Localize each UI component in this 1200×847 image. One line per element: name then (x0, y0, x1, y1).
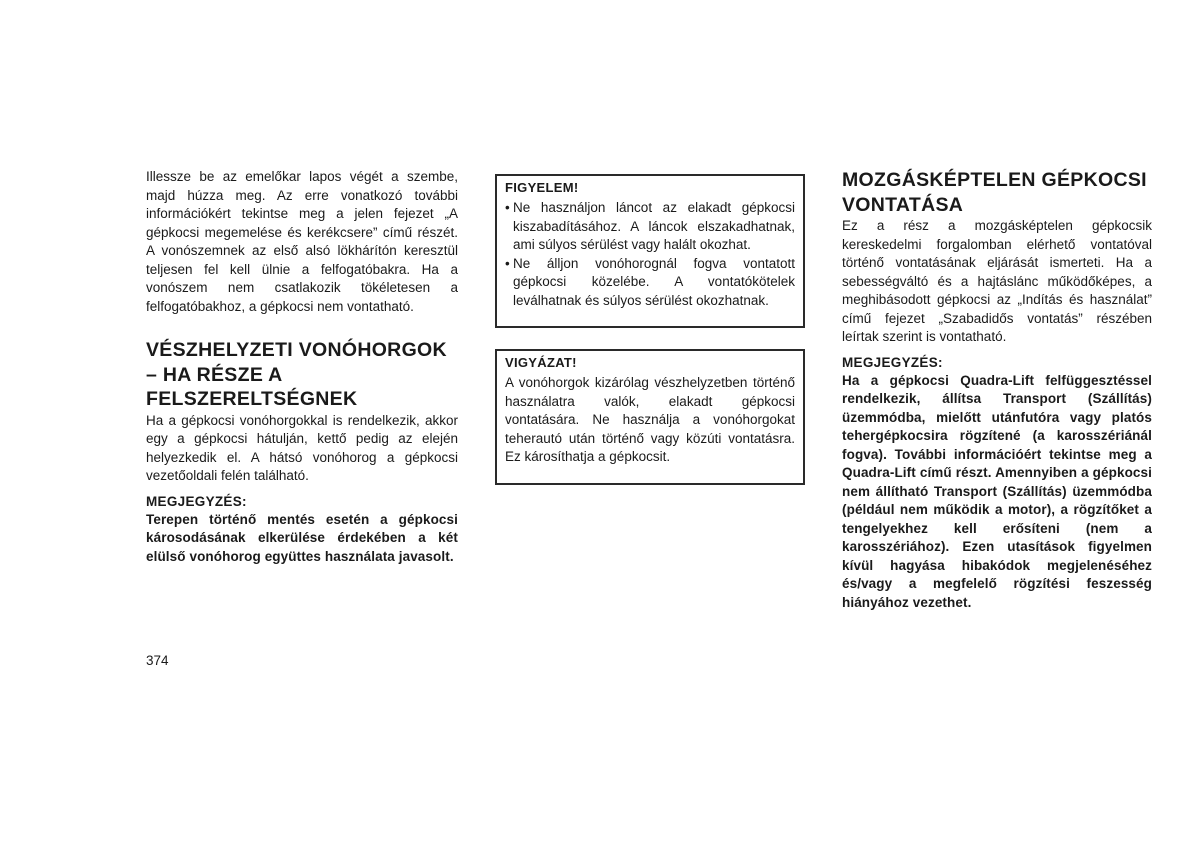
note-text: Terepen történő mentés esetén a gépkocsi károsodásának elkerülése érdekében a két elülső vonóhorog együttes használata javasolt. (146, 511, 458, 564)
note-text: Ha a gépkocsi Quadra-Lift felfüggesztéssel rendelkezik, állítsa Transport (Szállítás) üzemmódba, mielőtt utánfutóra vagy platós tehergépkocsira rögzítené (a karosszériánál fogva). További információért tekintse meg a Quadra-Lift című részt. Amennyiben a gépkocsi nem állítható Transport (Szállítás) üzemmódba (például nem működik a motor), a rögzítőket a tengelyekhez kell erősíteni (nem a karosszériához). Ezen utasítások figyelmen kívül hagyása hibakódok megjelenéséhez és/vagy a megfelelő rögzítési feszesség hiányához vezethet. (842, 372, 1152, 610)
intro-paragraph: Illessze be az emelőkar lapos végét a szembe, majd húzza meg. Az erre vonatkozó további információkért tekintse meg a jelen fejezet „A gépkocsi megemelése és kerékcsere” című részét. A vonószemnek az első alsó lökhárítón keresztül teljesen fel kell ülnie a felfogatóbakra. Ha a vonószem nem csatlakozik tökéletesen a felfogatóbakhoz, a gépkocsi nem vontatható. (146, 169, 458, 314)
note-label: MEGJEGYZÉS: (842, 354, 943, 370)
towing-paragraph: Ez a rész a mozgásképtelen gépkocsik kereskedelmi forgalomban elérhető vontatóval történő vontatásának eljárását ismerteti. Ha a sebességváltó és a hajtáslánc működőképes, a meghibásodott gépkocsi az „Indítás és használat” című fejezet „Szabadidős vontatás” részében leírtak szerint is vontatható. (842, 218, 1152, 344)
bullet-icon: • (505, 200, 510, 215)
section-heading-emergency-tow-hooks: VÉSZHELYZETI VONÓHORGOK – HA RÉSZE A FELSZERELTSÉGNEK (146, 339, 447, 410)
warning-box (495, 174, 805, 328)
page-number: 374 (146, 653, 169, 668)
left-column (146, 168, 458, 566)
warning-title: FIGYELEM! (505, 180, 579, 195)
tow-hooks-paragraph: Ha a gépkocsi vonóhorgokkal is rendelkezik, akkor egy a gépkocsi hátulján, kettő pedig az elején helyezkedik el. A hátsó vonóhorog a gépkocsi vezetőoldali felén található. (146, 412, 458, 483)
caution-box (495, 349, 805, 485)
warning-item: • Ne használjon láncot az elakadt gépkocsi kiszabadításához. A láncok elszakadhatnak, ami súlyos sérülést vagy halált okozhat. (505, 200, 795, 252)
right-column (842, 168, 1152, 612)
bullet-icon: • (505, 255, 510, 271)
middle-column (495, 174, 805, 485)
note-label: MEGJEGYZÉS: (146, 493, 247, 509)
warning-item: • Ne álljon vonóhorognál fogva vontatott gépkocsi közelébe. A vontatókötelek leválhatnak és súlyos sérülést okozhatnak. (505, 255, 795, 308)
warning-list (505, 199, 795, 310)
caution-title: VIGYÁZAT! (505, 355, 577, 370)
caution-text: A vonóhorgok kizárólag vészhelyzetben történő használatra valók, elakadt gépkocsi vontatására. Ne használja a vonóhorgokat teherautó után történő vagy közúti vontatásra. Ez károsíthatja a gépkocsit. (505, 375, 795, 464)
section-heading-disabled-vehicle-towing: MOZGÁSKÉPTELEN GÉPKOCSI VONTATÁSA (842, 169, 1147, 216)
